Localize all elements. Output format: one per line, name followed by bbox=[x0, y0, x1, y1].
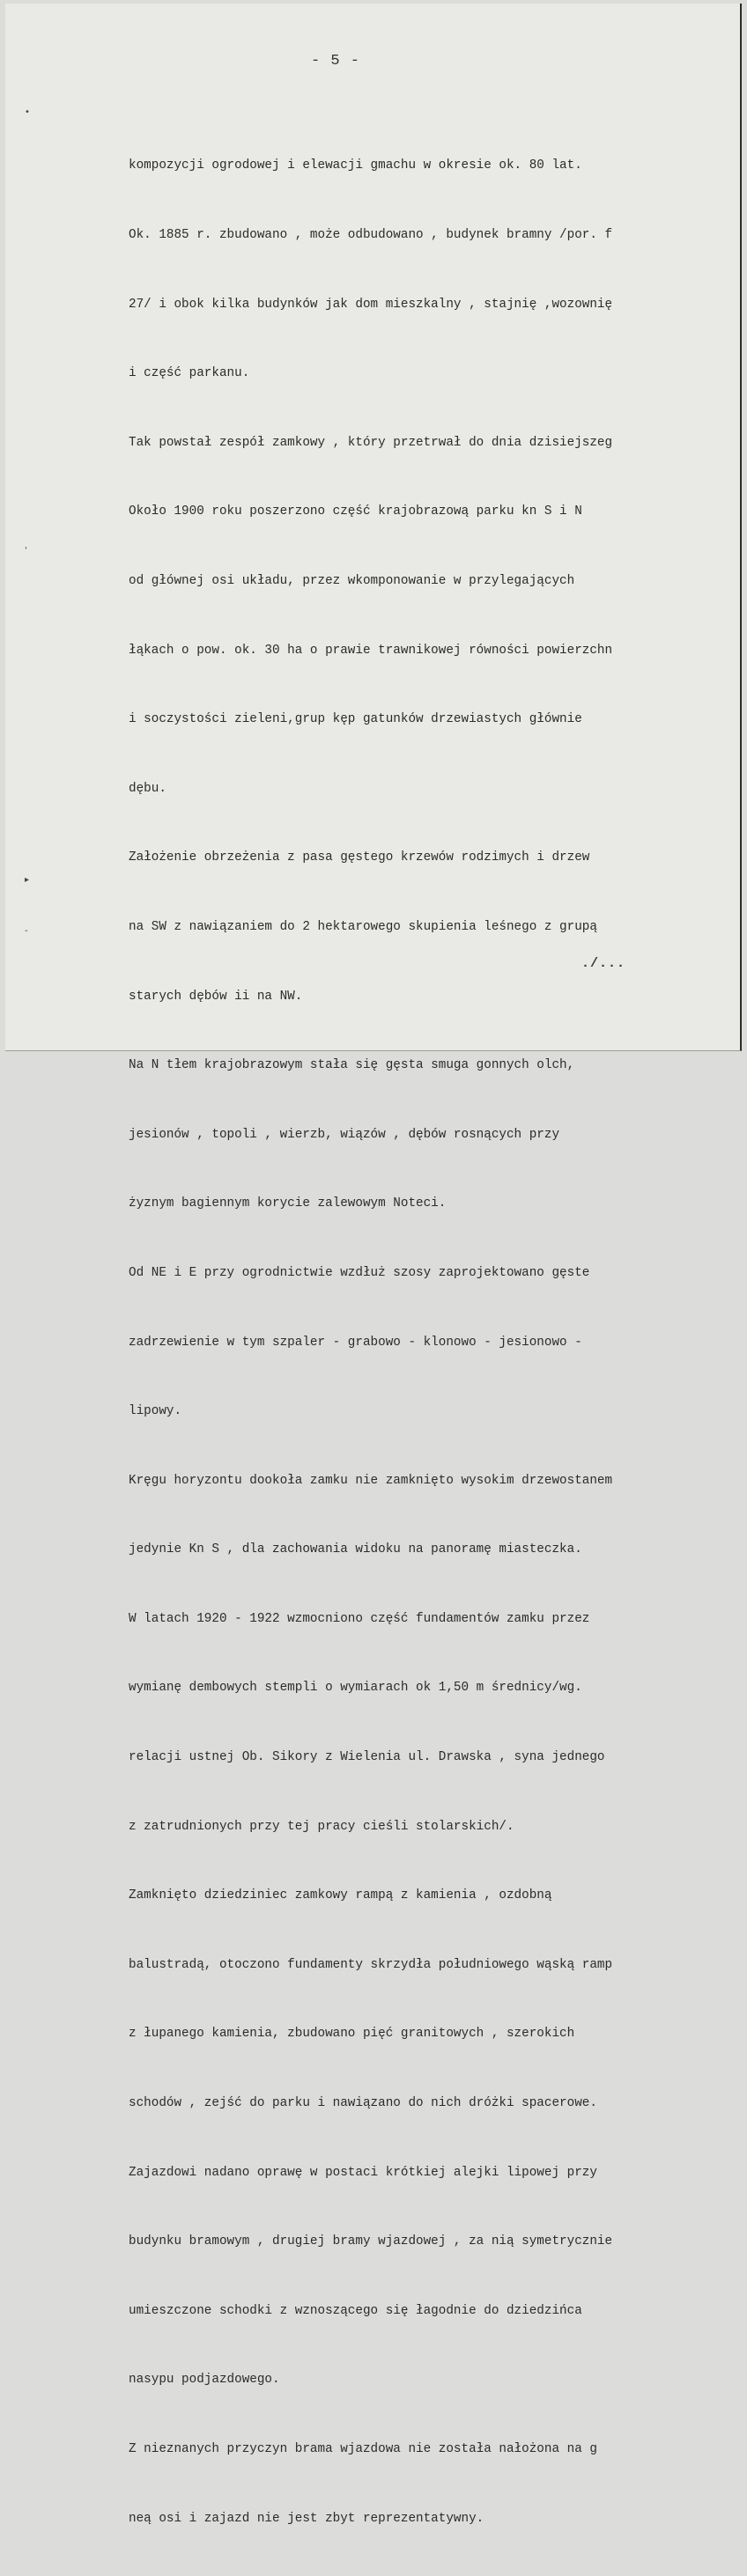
text-line: W latach 1920 - 1922 wzmocniono część fundamentów zamku przez bbox=[129, 1611, 590, 1626]
text-line: Zamknięto dziedziniec zamkowy rampą z kamienia , ozdobną bbox=[129, 1888, 552, 1903]
text-line: dębu. bbox=[129, 781, 166, 796]
text-line: schodów , zejść do parku i nawiązano do nich dróżki spacerowe. bbox=[129, 2096, 597, 2111]
text-line: Około 1900 roku poszerzono część krajobrazową parku kn S i N bbox=[129, 504, 582, 519]
text-line: Tak powstał zespół zamkowy , który przetrwał do dnia dzisiejszeg bbox=[129, 435, 613, 450]
page-number: - 5 - bbox=[310, 53, 360, 70]
text-line: Na N tłem krajobrazowym stała się gęsta smuga gonnych olch, bbox=[129, 1058, 575, 1073]
text-line: relacji ustnej Ob. Sikory z Wielenia ul. Drawska , syna jednego bbox=[129, 1750, 605, 1765]
text-line: żyznym bagiennym korycie zalewowym Noteci. bbox=[129, 1196, 447, 1211]
text-line: i część parkanu. bbox=[129, 366, 250, 381]
text-line: 27/ i obok kilka budynków jak dom mieszkalny , stajnię ,wozownię bbox=[129, 297, 613, 312]
text-line: zadrzewienie w tym szpaler - grabowo - klonowo - jesionowo - bbox=[129, 1335, 582, 1350]
margin-mark: ' bbox=[25, 546, 27, 556]
text-line: budynku bramowym , drugiej bramy wjazdowej , za nią symetrycznie bbox=[129, 2234, 613, 2249]
typewritten-body bbox=[129, 108, 745, 2576]
text-line: Założenie obrzeżenia z pasa gęstego krzewów rodzimych i drzew bbox=[129, 850, 590, 865]
text-line: nasypu podjazdowego. bbox=[129, 2373, 280, 2388]
margin-mark: - bbox=[25, 926, 28, 936]
continuation-mark: ./... bbox=[581, 956, 626, 971]
text-line: z zatrudnionych przy tej pracy cieśli stolarskich/. bbox=[129, 1819, 514, 1834]
text-line: lipowy. bbox=[129, 1404, 182, 1419]
text-line: jesionów , topoli , wierzb, wiązów , dębów rosnących przy bbox=[129, 1127, 560, 1142]
text-line: na SW z nawiązaniem do 2 hektarowego skupienia leśnego z grupą bbox=[129, 919, 597, 934]
text-line: starych dębów ii na NW. bbox=[129, 989, 303, 1004]
document-page bbox=[5, 4, 742, 2526]
text-line: Z nieznanych przyczyn brama wjazdowa nie została nałożona na g bbox=[129, 2442, 597, 2456]
text-line: balustradą, otoczono fundamenty skrzydła południowego wąską ramp bbox=[129, 1957, 613, 1972]
text-line: Od NE i E przy ogrodnictwie wzdłuż szosy zaprojektowano gęste bbox=[129, 1265, 590, 1280]
text-line: neą osi i zajazd nie jest zbyt reprezentatywny. bbox=[129, 2511, 484, 2526]
text-line: od głównej osi układu, przez wkomponowanie w przylegających bbox=[129, 573, 575, 588]
text-line: kompozycji ogrodowej i elewacji gmachu w okresie ok. 80 lat. bbox=[129, 158, 582, 173]
margin-arrow-icon: ▸ bbox=[25, 875, 30, 885]
text-line: wymianę dembowych stempli o wymiarach ok 1,50 m średnicy/wg. bbox=[129, 1681, 582, 1696]
margin-mark: • bbox=[25, 107, 30, 117]
text-line: z łupanego kamienia, zbudowano pięć granitowych , szerokich bbox=[129, 2027, 575, 2042]
text-line: Ok. 1885 r. zbudowano , może odbudowano , budynek bramny /por. f bbox=[129, 228, 613, 242]
text-line: Zajazdowi nadano oprawę w postaci krótkiej alejki lipowej przy bbox=[129, 2165, 597, 2180]
text-line: Kręgu horyzontu dookoła zamku nie zamknięto wysokim drzewostanem bbox=[129, 1473, 613, 1488]
text-line: jedynie Kn S , dla zachowania widoku na panoramę miasteczka. bbox=[129, 1542, 582, 1557]
text-line: umieszczone schodki z wznoszącego się łagodnie do dziedzińca bbox=[129, 2303, 582, 2318]
text-line: łąkach o pow. ok. 30 ha o prawie trawnikowej równości powierzchn bbox=[129, 643, 613, 658]
text-line: i soczystości zieleni,grup kęp gatunków drzewiastych głównie bbox=[129, 712, 582, 727]
